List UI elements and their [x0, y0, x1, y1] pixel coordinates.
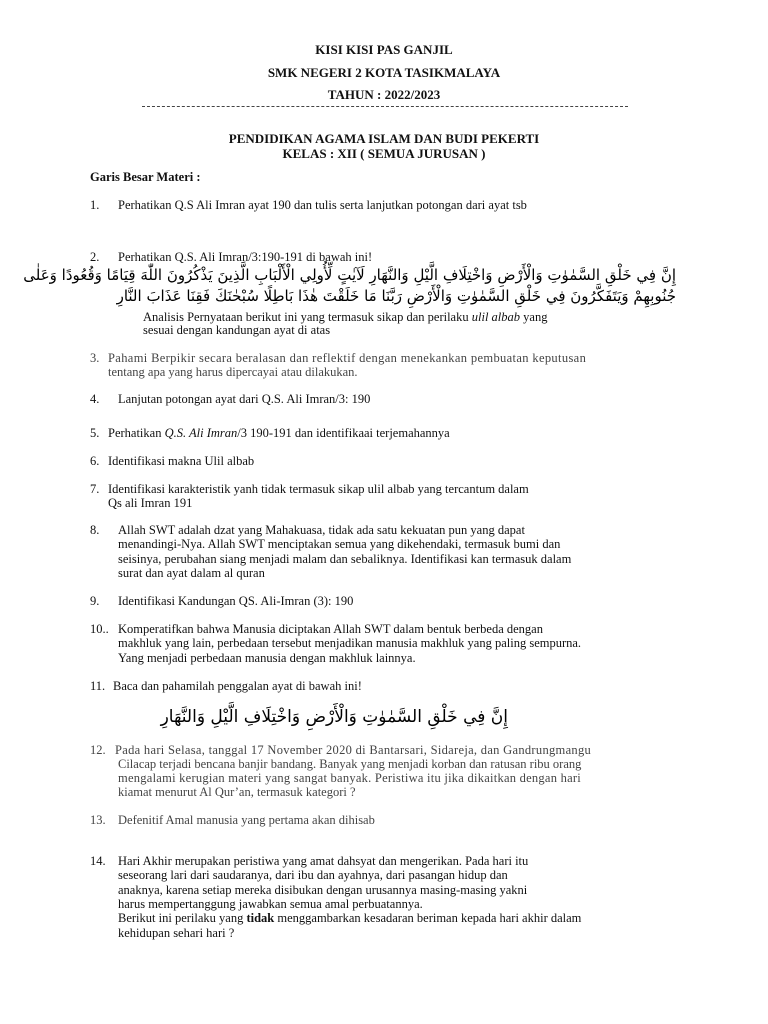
item-number: 8. — [90, 523, 100, 537]
question-text: Pahami Berpikir secara beralasan dan reflektif dengan menekankan pembuatan keputusan — [108, 351, 587, 365]
item-number: 6. — [90, 454, 100, 468]
question-text: Perhatikan Q.S Ali Imran ayat 190 dan tulis serta lanjutkan potongan dari ayat tsb — [118, 198, 527, 212]
subject-title: PENDIDIKAN AGAMA ISLAM DAN BUDI PEKERTI — [228, 131, 540, 146]
item-number: 3. — [90, 351, 100, 365]
item-number: 2. — [90, 250, 100, 264]
question-text: sesuai dengan kandungan ayat di atas — [143, 323, 331, 337]
question-text: Hari Akhir merupakan peristiwa yang amat dahsyat dan mengerikan. Pada hari itu — [118, 854, 529, 868]
item-number: 9. — [90, 594, 100, 608]
question-text: Yang menjadi perbedaan manusia dengan makhluk lainnya. — [118, 651, 416, 665]
header-school: SMK NEGERI 2 KOTA TASIKMALAYA — [267, 65, 501, 80]
question-text: surat dan ayat dalam al quran — [118, 566, 265, 580]
section-title: Garis Besar Materi : — [90, 170, 201, 184]
item-number: 11. — [90, 679, 106, 693]
item-number: 5. — [90, 426, 100, 440]
question-text: Baca dan pahamilah penggalan ayat di bawah ini! — [113, 679, 362, 693]
question-text: tentang apa yang harus dipercayai atau dilakukan. — [108, 365, 358, 379]
question-text: Komperatifkan bahwa Manusia diciptakan Allah SWT dalam bentuk berbeda dengan — [118, 622, 543, 636]
class-title: KELAS : XII ( SEMUA JURUSAN ) — [282, 146, 486, 161]
item-number: 4. — [90, 392, 100, 406]
header-year: TAHUN : 2022/2023 — [327, 87, 441, 102]
question-text: Lanjutan potongan ayat dari Q.S. Ali Imran/3: 190 — [118, 392, 371, 406]
question-text: menandingi-Nya. Allah SWT menciptakan semua yang dikehendaki, termasuk bumi dan — [118, 537, 561, 551]
question-text: seseorang lari dari saudaranya, dari ibu dan ayahnya, dari pasangan hidup dan — [118, 868, 508, 882]
question-text: harus mempertanggung jawabkan semua amal perbuatannya. — [118, 897, 423, 911]
question-text: Analisis Pernyataan berikut ini yang termasuk sikap dan perilaku ulil albab yang — [143, 310, 548, 324]
item-number: 13. — [90, 813, 106, 827]
question-text: kehidupan sehari hari ? — [118, 926, 235, 940]
item-number: 7. — [90, 482, 100, 496]
question-text: Defenitif Amal manusia yang pertama akan dihisab — [118, 813, 375, 827]
header-title: KISI KISI PAS GANJIL — [315, 42, 453, 57]
arabic-verse-line: إِنَّ فِي خَلْقِ السَّمٰوٰتِ وَالْأَرْضِ وَاخْتِلَافِ الَّيْلِ وَالنَّهَارِ — [160, 707, 508, 727]
question-text: Identifikasi karakteristik yanh tidak termasuk sikap ulil albab yang tercantum dalam — [108, 482, 529, 496]
question-text: Perhatikan Q.S. Ali Imran/3 190-191 dan identifikaai terjemahannya — [108, 426, 450, 440]
arabic-verse-line: إِنَّ فِي خَلْقِ السَّمٰوٰتِ وَالْأَرْضِ وَاخْتِلَافِ الَّيْلِ وَالنَّهَارِ لَآيٰتٍ لِّأُولِي الْأَلْبَابِ الَّذِينَ يَذْكُرُونَ اللّٰهَ قِيَامًا وَقُعُودًا وَعَلٰى — [23, 266, 676, 284]
question-text: Berikut ini perilaku yang tidak menggambarkan kesadaran beriman kepada hari akhir dalam — [118, 911, 582, 925]
question-text: Pada hari Selasa, tanggal 17 November 2020 di Bantarsari, Sidareja, dan Gandrungmangu — [115, 743, 592, 757]
item-number: 12. — [90, 743, 106, 757]
question-text: Identifikasi Kandungan QS. Ali-Imran (3): 190 — [118, 594, 354, 608]
question-text: kiamat menurut Al Qur’an, termasuk kategori ? — [118, 785, 356, 799]
question-text: seisinya, perubahan siang menjadi malam dan sebaliknya. Identifikasi kan termasuk dalam — [118, 552, 572, 566]
question-text: Qs ali Imran 191 — [108, 496, 193, 510]
question-text: mengalami kerugian materi yang sangat banyak. Peristiwa itu jika dikaitkan dengan hari — [118, 771, 582, 785]
item-number: 10.. — [90, 622, 109, 636]
question-text: makhluk yang lain, perbedaan tersebut menjadikan manusia makhluk yang paling sempurna. — [118, 636, 582, 650]
item-number: 1. — [90, 198, 100, 212]
question-text: Allah SWT adalah dzat yang Mahakuasa, tidak ada satu kekuatan pun yang dapat — [118, 523, 525, 537]
question-text: Perhatikan Q.S. Ali Imran/3:190-191 di bawah ini! — [118, 250, 373, 264]
question-text: Identifikasi makna Ulil albab — [108, 454, 255, 468]
item-number: 14. — [90, 854, 106, 868]
arabic-verse-line: جُنُوبِهِمْ وَيَتَفَكَّرُونَ فِي خَلْقِ السَّمٰوٰتِ وَالْأَرْضِ رَبَّنَا مَا خَلَقْتَ هٰذَا بَاطِلًا سُبْحٰنَكَ فَقِنَا عَذَابَ النَّارِ — [116, 287, 676, 305]
dashed-separator — [142, 106, 628, 107]
question-text: anaknya, karena setiap mereka disibukan dengan urusannya masing-masing yakni — [118, 883, 528, 897]
question-text: Cilacap terjadi bencana banjir bandang. Banyak yang menjadi korban dan ratusan ribu orang — [118, 757, 582, 771]
